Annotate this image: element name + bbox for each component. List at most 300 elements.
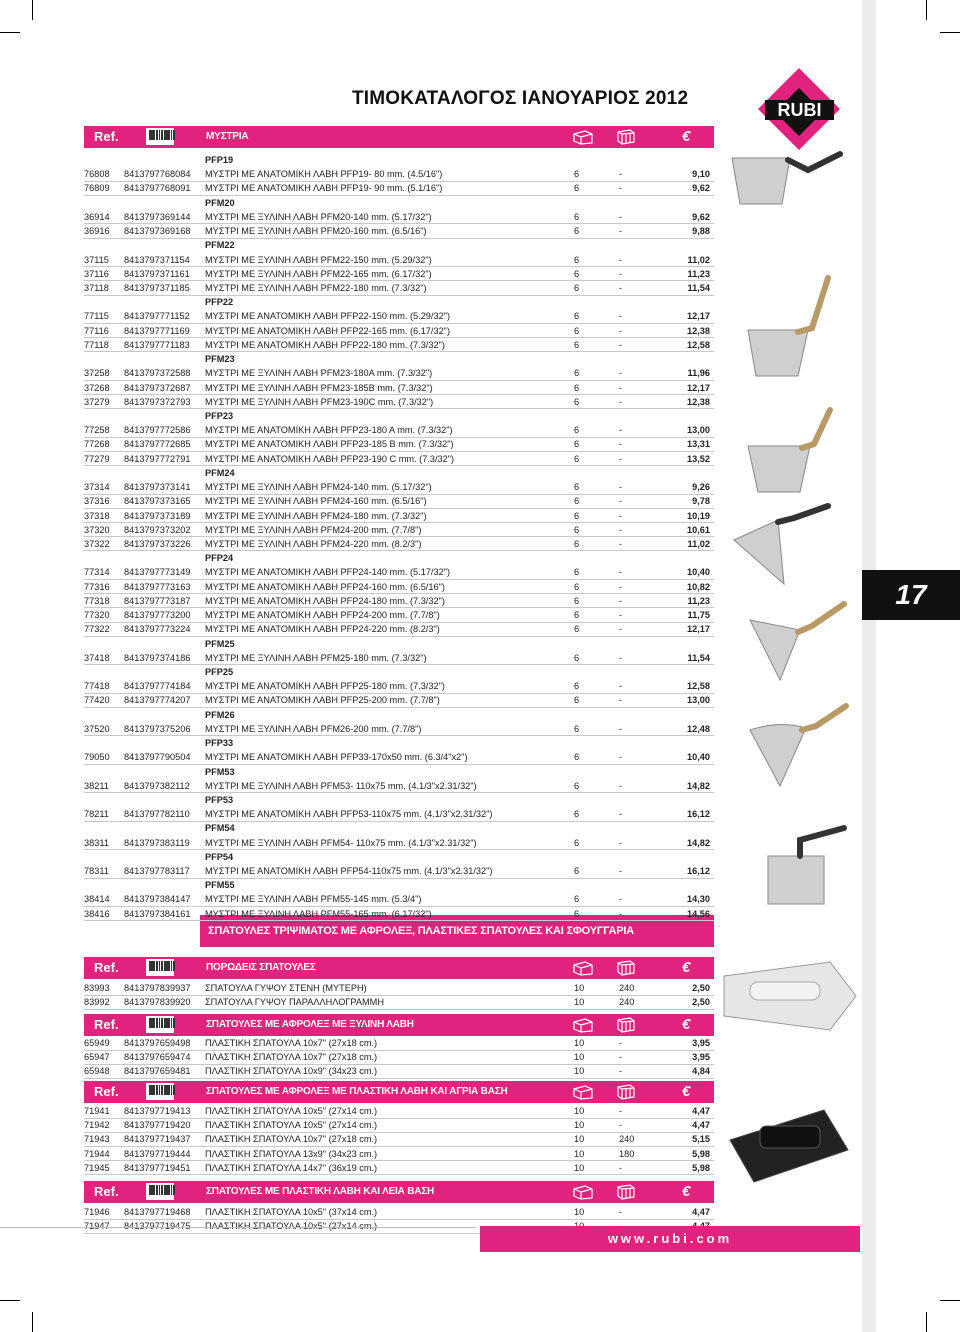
description-cell: ΠΛΑΣΤΙΚΗ ΣΠΑΤΟΥΛΑ 10x5" (27x14 cm.) [205,1106,378,1116]
price-cell: 5,15 [692,1134,710,1145]
model-code: PFP25 [205,666,234,677]
description-cell: ΜΥΣΤΡΙ ΜΕ ΑΝΑΤΟΜΙΚΗ ΛΑΒΗ PFP19- 90 mm. (5.1/16") [205,183,443,194]
group-heading [84,708,714,722]
ref-cell: 37322 [84,538,110,549]
description-cell: ΜΥΣΤΡΙ ΜΕ ΞΥΛΙΝΗ ΛΑΒΗ PFM24-140 mm. (5.17/32") [205,482,432,493]
description-cell: ΜΥΣΤΡΙ ΜΕ ΞΥΛΙΝΗ ΛΑΒΗ PFM23-180A mm. (7.3/32") [205,368,433,379]
table-row [84,1050,714,1064]
pallet-qty-cell: - [619,496,623,507]
description-cell: ΠΛΑΣΤΙΚΗ ΣΠΑΤΟΥΛΑ 10x7" (27x18 cm.) [205,1134,378,1145]
trowel-image [728,148,848,208]
pallet-qty-cell: - [619,382,623,393]
side-stripe [862,0,876,1332]
pallet-qty-cell: - [619,837,623,848]
table-row [84,480,714,494]
ref-cell: 83993 [84,983,110,993]
section-header [84,1081,714,1103]
currency-label: € [682,1183,691,1200]
ref-cell: 37314 [84,482,110,493]
pallet-qty-cell: - [619,425,623,436]
price-cell: 2,50 [692,983,710,993]
crop-mark [940,1300,960,1301]
ean-cell: 8413797719437 [124,1134,191,1145]
ref-label: Ref. [94,1184,119,1199]
ref-label: Ref. [94,129,119,144]
table-row [84,224,714,238]
description-cell: ΜΥΣΤΡΙ ΜΕ ΑΝΑΤΟΜΙΚΗ ΛΑΒΗ PFP24-220 mm. (8.2/3") [205,624,440,635]
description-cell: ΜΥΣΤΡΙ ΜΕ ΞΥΛΙΝΗ ΛΑΒΗ PFM24-220 mm. (8.2/3") [205,538,422,549]
footer-url-text[interactable]: www.rubi.com [607,1231,733,1246]
table-row [84,253,714,267]
table-row [84,366,714,380]
price-cell: 14,56 [687,908,710,919]
price-cell: 12,48 [687,723,710,734]
model-code: PFP53 [205,794,234,805]
pallet-qty-cell: 240 [619,997,635,1008]
description-cell: ΣΠΑΤΟΥΛΑ ΓΥΨΟΥ ΠΑΡΑΛΛΗΛΟΓΡΑΜΜΗ [205,997,384,1008]
ean-cell: 8413797384147 [124,894,191,905]
box-qty-cell: 6 [574,496,580,507]
box-qty-cell: 6 [574,595,580,606]
section-header [84,126,714,148]
box-qty-cell: 10 [574,1162,585,1173]
model-code: PFP23 [205,411,234,421]
box-qty-cell: 6 [574,453,580,464]
box-icon [572,129,594,145]
box-qty-cell: 6 [574,652,580,663]
pallet-icon [616,1017,636,1033]
rubi-logo [757,66,842,151]
model-code: PFM55 [205,880,235,891]
group-heading [84,466,714,480]
currency-label: € [682,128,691,145]
box-qty-cell: 6 [574,396,580,407]
box-qty-cell: 6 [574,866,580,876]
ean-cell: 8413797768091 [124,183,191,194]
box-qty-cell: 6 [574,183,580,194]
ean-cell: 8413797374186 [124,652,191,663]
price-cell: 11,02 [687,254,710,265]
barcode-icon [146,959,174,976]
description-cell: ΜΥΣΤΡΙ ΜΕ ΑΝΑΤΟΜΙΚΗ ΛΑΒΗ PFP25-200 mm. (7.7/8") [205,695,440,706]
ref-cell: 36914 [84,211,110,222]
model-code: PFM23 [205,354,235,365]
page-title: ΤΙΜΟΚΑΤΑΛΟΓΟΣ ΙΑΝΟΥΑΡΙΟΣ 2012 [352,88,689,109]
ref-cell: 77115 [84,311,109,322]
trowel-image [760,820,850,910]
section-title: ΜΥΣΤΡΙΑ [206,131,249,142]
ref-cell: 37115 [84,254,109,265]
pallet-qty-cell: - [619,652,623,663]
price-cell: 16,12 [687,866,710,876]
box-qty-cell: 6 [574,268,580,279]
pallet-qty-cell: - [619,311,623,322]
table-row [84,892,714,906]
price-cell: 3,95 [692,1052,710,1063]
description-cell: ΜΥΣΤΡΙ ΜΕ ΑΝΑΤΟΜΙΚΗ ΛΑΒΗ PFP33-170x50 mm. (6.3/4"x2") [205,752,468,763]
ean-cell: 8413797383119 [124,837,190,848]
price-cell: 4,84 [692,1066,710,1077]
ean-cell: 8413797659498 [124,1038,191,1048]
box-qty-cell: 6 [574,283,580,293]
description-cell: ΜΥΣΤΡΙ ΜΕ ΑΝΑΤΟΜΙΚΗ ΛΑΒΗ PFP24-180 mm. (7.3/32") [205,595,445,606]
table-row [84,651,714,665]
section-header [84,1014,714,1036]
box-qty-cell: 6 [574,610,580,620]
table-row [84,580,714,594]
ref-cell: 65948 [84,1066,110,1077]
ref-cell: 37118 [84,283,109,293]
price-cell: 9,78 [692,496,710,507]
pallet-qty-cell: - [619,809,623,820]
price-cell: 13,31 [687,439,710,450]
price-cell: 10,82 [687,581,710,592]
ref-cell: 71942 [84,1120,110,1131]
currency-label: € [682,1083,691,1100]
pallet-qty-cell: - [619,211,623,222]
ref-cell: 77318 [84,595,110,606]
table-row [84,437,714,451]
table-row [84,381,714,395]
model-code: PFM22 [205,240,235,251]
table-row [84,907,714,921]
pallet-qty-cell: - [619,624,623,635]
table-row [84,608,714,622]
box-qty-cell: 6 [574,894,580,905]
ean-cell: 8413797771183 [124,339,190,350]
box-qty-cell: 10 [574,1120,585,1131]
table-row [84,267,714,281]
box-icon [572,1017,594,1033]
ean-cell: 8413797375206 [124,723,191,734]
box-qty-cell: 6 [574,339,580,350]
box-qty-cell: 6 [574,311,580,322]
description-cell: ΜΥΣΤΡΙ ΜΕ ΞΥΛΙΝΗ ΛΑΒΗ PFM55-165 mm. (6.17/32") [205,908,432,919]
group-heading [84,665,714,679]
price-cell: 11,23 [687,268,710,279]
description-cell: ΜΥΣΤΡΙ ΜΕ ΑΝΑΤΟΜΙΚΗ ΛΑΒΗ PFP23-185 B mm. (7.3/32") [205,439,454,450]
box-qty-cell: 6 [574,908,580,919]
table-row [84,864,714,878]
ref-cell: 38311 [84,837,109,848]
ean-cell: 8413797773224 [124,624,191,635]
description-cell: ΜΥΣΤΡΙ ΜΕ ΑΝΑΤΟΜΙΚΗ ΛΑΒΗ PFP25-180 mm. (7.3/32") [205,681,445,692]
ean-cell: 8413797384161 [124,908,191,919]
pallet-qty-cell: - [619,866,623,876]
price-cell: 11,54 [687,283,710,293]
pallet-qty-cell: - [619,268,623,279]
crop-mark [0,32,20,33]
price-cell: 16,12 [687,809,710,820]
ean-cell: 8413797719468 [124,1207,191,1217]
crop-mark [940,32,960,33]
pallet-qty-cell: - [619,1120,623,1131]
price-cell: 12,38 [687,396,710,407]
ref-cell: 77258 [84,425,110,436]
barcode-icon [146,1016,174,1033]
ref-cell: 37268 [84,382,110,393]
ean-cell: 8413797371154 [124,254,190,265]
pallet-qty-cell: - [619,780,623,791]
table-row [84,594,714,608]
ref-cell: 37318 [84,510,110,521]
footer-url[interactable] [480,1226,860,1252]
table-row [84,494,714,508]
description-cell: ΜΥΣΤΡΙ ΜΕ ΑΝΑΤΟΜΙΚΗ ΛΑΒΗ PFP24-160 mm. (6.5/16") [205,581,445,592]
ean-cell: 8413797839920 [124,997,191,1008]
table-row [84,722,714,736]
ref-cell: 77314 [84,567,110,578]
ref-cell: 71946 [84,1207,110,1217]
box-qty-cell: 6 [574,780,580,791]
description-cell: ΜΥΣΤΡΙ ΜΕ ΑΝΑΤΟΜΙΚΗ ΛΑΒΗ PFP23-180 A mm. (7.3/32") [205,425,453,436]
ean-cell: 8413797373189 [124,510,191,521]
ref-cell: 83992 [84,997,110,1008]
ref-cell: 78211 [84,809,109,820]
price-cell: 11,02 [687,538,710,549]
pallet-qty-cell: - [619,482,623,493]
ean-cell: 8413797773163 [124,581,191,592]
ref-cell: 77118 [84,339,109,350]
box-qty-cell: 6 [574,439,580,450]
ean-cell: 8413797773149 [124,567,191,578]
ref-cell: 78311 [84,866,109,876]
group-heading [84,736,714,750]
section-title: ΣΠΑΤΟΥΛΕΣ ΜΕ ΠΛΑΣΤΙΚΗ ΛΑΒΗ ΚΑΙ ΛΕΙΑ ΒΑΣΗ [206,1186,435,1197]
description-cell: ΜΥΣΤΡΙ ΜΕ ΑΝΑΤΟΜΙΚΗ ΛΑΒΗ PFP22-165 mm. (6.17/32") [205,325,451,336]
group-heading [84,551,714,565]
box-qty-cell: 10 [574,1148,585,1159]
pallet-qty-cell: - [619,894,623,905]
section-header [84,957,714,979]
description-cell: ΜΥΣΤΡΙ ΜΕ ΞΥΛΙΝΗ ΛΑΒΗ PFM54- 110x75 mm. (4.1/3"x2.31/32") [205,837,477,848]
price-cell: 9,10 [692,169,710,180]
barcode-icon [146,1083,174,1100]
table-row [84,395,714,409]
pallet-qty-cell: - [619,510,623,521]
description-cell: ΜΥΣΤΡΙ ΜΕ ΑΝΑΤΟΜΙΚΗ ΛΑΒΗ PFP24-140 mm. (5.17/32") [205,567,451,578]
ean-cell: 8413797382112 [124,780,190,791]
pallet-qty-cell: - [619,723,623,734]
box-qty-cell: 10 [574,997,585,1008]
ean-cell: 8413797772586 [124,425,191,436]
ean-cell: 8413797369144 [124,211,191,222]
ean-cell: 8413797659474 [124,1052,191,1063]
box-qty-cell: 10 [574,1106,585,1116]
table-row [84,423,714,437]
table-row [84,523,714,537]
description-cell: ΜΥΣΤΡΙ ΜΕ ΞΥΛΙΝΗ ΛΑΒΗ PFM20-160 mm. (6.5/16") [205,226,427,237]
price-cell: 12,17 [687,311,710,322]
price-cell: 4,47 [692,1106,710,1116]
table-row [84,807,714,821]
table-row [84,167,714,181]
box-qty-cell: 6 [574,211,580,222]
table-row [84,693,714,707]
price-cell: 3,95 [692,1038,710,1048]
crop-mark [926,0,927,20]
group-heading [84,637,714,651]
model-code: PFP54 [205,851,234,862]
pallet-qty-cell: - [619,908,623,919]
box-qty-cell: 6 [574,581,580,592]
ref-cell: 37316 [84,496,110,507]
description-cell: ΜΥΣΤΡΙ ΜΕ ΑΝΑΤΟΜΙΚΗ ΛΑΒΗ PFP54-110x75 mm. (4.1/3"x2.31/32") [205,866,493,876]
crop-mark [926,1312,927,1332]
pallet-qty-cell: - [619,1106,623,1116]
ref-label: Ref. [94,960,119,975]
currency-label: € [682,959,691,976]
box-qty-cell: 10 [574,1052,585,1063]
description-cell: ΜΥΣΤΡΙ ΜΕ ΑΝΑΤΟΜΙΚΗ ΛΑΒΗ PFP53-110x75 mm. (4.1/3"x2.31/32") [205,809,493,820]
model-code: PFM20 [205,197,235,208]
group-heading [84,793,714,807]
ean-cell: 8413797371161 [124,268,190,279]
description-cell: ΜΥΣΤΡΙ ΜΕ ΞΥΛΙΝΗ ΛΑΒΗ PFM25-180 mm. (7.3/32") [205,652,427,663]
ref-cell: 77316 [84,581,110,592]
ref-cell: 77420 [84,695,110,706]
pallet-qty-cell: - [619,339,623,350]
box-icon [572,960,594,976]
ref-cell: 37418 [84,652,110,663]
description-cell: ΜΥΣΤΡΙ ΜΕ ΞΥΛΙΝΗ ΛΑΒΗ PFM22-165 mm. (6.17/32") [205,268,432,279]
pallet-qty-cell: - [619,254,623,265]
table-row [84,1036,714,1050]
ref-cell: 65949 [84,1038,110,1048]
price-cell: 11,54 [687,652,710,663]
model-code: PFM53 [205,766,235,777]
float-image [720,956,860,1036]
model-code: PFM26 [205,709,235,720]
barcode-icon [146,128,174,145]
price-cell: 13,52 [687,453,710,464]
price-cell: 4,47 [692,1207,710,1217]
description-cell: ΜΥΣΤΡΙ ΜΕ ΞΥΛΙΝΗ ΛΑΒΗ PFM20-140 mm. (5.17/32") [205,211,432,222]
pallet-qty-cell: - [619,524,623,535]
box-qty-cell: 10 [574,1207,585,1217]
price-cell: 5,98 [692,1148,710,1159]
box-qty-cell: 6 [574,524,580,535]
float-image [724,1090,854,1210]
table-row [84,1132,714,1146]
group-heading [84,196,714,210]
box-qty-cell: 6 [574,837,580,848]
group-heading [84,765,714,779]
ean-cell: 8413797371185 [124,283,190,293]
box-qty-cell: 6 [574,325,580,336]
ref-cell: 76809 [84,183,110,194]
price-cell: 10,19 [687,510,710,521]
price-cell: 12,17 [687,624,710,635]
barcode-icon [146,1183,174,1200]
section-title: ΠΟΡΩΔΕΙΣ ΣΠΑΤΟΥΛΕΣ [206,962,316,973]
table-row [84,281,714,295]
table-row [84,622,714,636]
ean-cell: 8413797373202 [124,524,191,535]
ean-cell: 8413797782110 [124,809,190,820]
pallet-qty-cell: - [619,183,623,194]
price-cell: 12,38 [687,325,710,336]
group-heading [84,409,714,423]
ean-cell: 8413797783117 [124,866,190,876]
table-row [84,452,714,466]
logo-text: RUBI [777,100,822,120]
description-cell: ΠΛΑΣΤΙΚΗ ΣΠΑΤΟΥΛΑ 10x7" (27x18 cm.) [205,1052,378,1063]
pallet-icon [616,1184,636,1200]
ref-label: Ref. [94,1084,119,1099]
box-qty-cell: 6 [574,567,580,578]
group-heading [84,295,714,309]
ean-cell: 8413797719444 [124,1148,191,1159]
ean-cell: 8413797372793 [124,396,191,407]
pallet-qty-cell: - [619,453,623,464]
ref-cell: 37116 [84,268,109,279]
pallet-icon [616,129,636,145]
group-heading [84,238,714,252]
box-qty-cell: 6 [574,681,580,692]
group-heading [84,153,714,167]
pallet-qty-cell: - [619,226,623,237]
box-qty-cell: 10 [574,983,585,993]
box-icon [572,1084,594,1100]
ref-cell: 37279 [84,396,110,407]
description-cell: ΠΛΑΣΤΙΚΗ ΣΠΑΤΟΥΛΑ 13x9" (34x23 cm.) [205,1148,378,1159]
description-cell: ΜΥΣΤΡΙ ΜΕ ΞΥΛΙΝΗ ΛΑΒΗ PFM23-185B mm. (7.3/32") [205,382,433,393]
group-heading [84,878,714,892]
ref-cell: 71943 [84,1134,110,1145]
box-qty-cell: 6 [574,695,580,706]
table-row [84,309,714,323]
pallet-qty-cell: 240 [619,1134,635,1145]
price-cell: 10,61 [687,524,710,535]
box-icon [572,1184,594,1200]
pallet-icon [616,960,636,976]
section-header [84,1181,714,1203]
ref-label: Ref. [94,1017,119,1032]
table-row [84,995,714,1009]
ean-cell: 8413797719420 [124,1120,191,1131]
table-row [84,1205,714,1219]
ref-cell: 77116 [84,325,109,336]
box-qty-cell: 6 [574,809,580,820]
footer-rule [0,1227,476,1228]
price-cell: 10,40 [687,567,710,578]
table-row [84,565,714,579]
ean-cell: 8413797773187 [124,595,191,606]
section-title: ΣΠΑΤΟΥΛΕΣ ΜΕ ΑΦΡΟΛΕΞ ΜΕ ΞΥΛΙΝΗ ΛΑΒΗ [206,1019,414,1030]
table-row [84,779,714,793]
ref-cell: 77279 [84,453,110,464]
ref-cell: 79050 [84,752,110,763]
ref-cell: 77322 [84,624,110,635]
ref-cell: 77268 [84,439,110,450]
price-cell: 11,96 [687,368,710,379]
trowel-image [728,270,848,380]
ean-cell: 8413797839937 [124,983,191,993]
price-cell: 9,26 [692,482,710,493]
ean-cell: 8413797719451 [124,1162,191,1173]
ref-cell: 71941 [84,1106,110,1116]
crop-mark [0,1300,20,1301]
pallet-qty-cell: - [619,581,623,592]
description-cell: ΜΥΣΤΡΙ ΜΕ ΑΝΑΤΟΜΙΚΗ ΛΑΒΗ PFP19- 80 mm. (4.5/16") [205,169,443,180]
price-cell: 9,88 [692,226,710,237]
price-cell: 13,00 [687,695,710,706]
price-cell: 14,82 [687,780,710,791]
table-row [84,1147,714,1161]
table-row [84,750,714,764]
pallet-qty-cell: - [619,752,623,763]
